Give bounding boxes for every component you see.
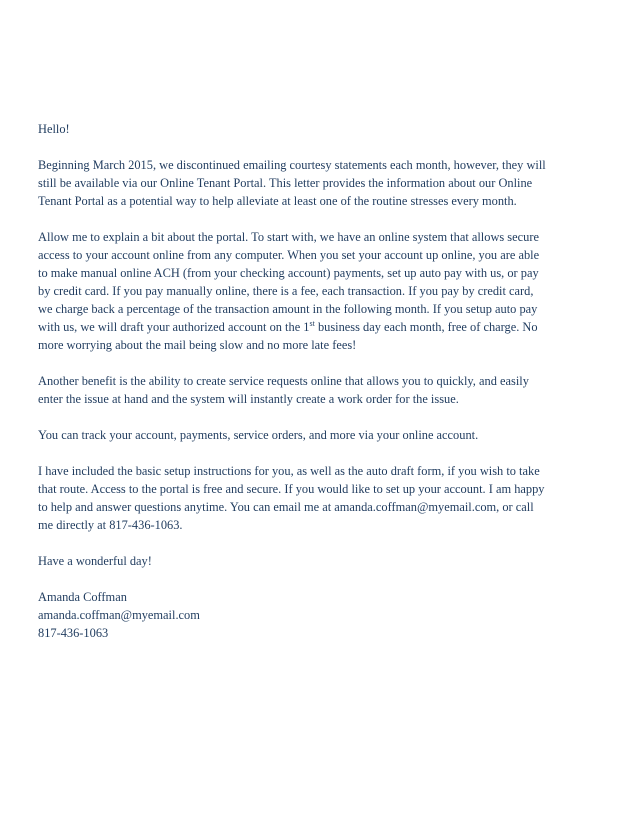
paragraph-5 — [38, 462, 608, 534]
paragraph-2-line: by credit card. If you pay manually online, there is a fee, each transaction. If you pay by credit card, — [38, 284, 534, 298]
paragraph-2-line: more worrying about the mail being slow and no more late fees! — [38, 338, 357, 352]
paragraph-5-line: to help and answer questions anytime. You can email me at amanda.coffman@myemail.com, or call — [38, 500, 534, 514]
paragraph-1-line: Tenant Portal as a potential way to help alleviate at least one of the routine stresses every month. — [38, 194, 517, 208]
paragraph-1 — [38, 156, 608, 210]
paragraph-2-line: to make manual online ACH (from your checking account) payments, set up auto pay with us, or pay — [38, 266, 539, 280]
paragraph-2-line: Allow me to explain a bit about the portal. To start with, we have an online system that allows secure — [38, 230, 539, 244]
closing — [38, 552, 608, 570]
letter-body — [38, 120, 608, 642]
signature-email: amanda.coffman@myemail.com — [38, 608, 200, 622]
greeting-text: Hello! — [38, 122, 70, 136]
paragraph-2-line-6-start: with us, we will draft your authorized account on the 1 — [38, 320, 310, 334]
paragraph-3-line: enter the issue at hand and the system will instantly create a work order for the issue. — [38, 392, 459, 406]
paragraph-5-line: I have included the basic setup instructions for you, as well as the auto draft form, if you wish to take — [38, 464, 540, 478]
paragraph-5-line: that route. Access to the portal is free and secure. If you would like to set up your account. I am happy — [38, 482, 545, 496]
paragraph-2-line: access to your account online from any computer. When you set your account up online, you are able — [38, 248, 540, 262]
paragraph-2-line-6-end: business day each month, free of charge. No — [314, 320, 538, 334]
paragraph-2-line-with-superscript — [38, 318, 608, 336]
paragraph-3 — [38, 372, 608, 408]
paragraph-1-line: Beginning March 2015, we discontinued emailing courtesy statements each month, however, they will — [38, 158, 546, 172]
signature-name: Amanda Coffman — [38, 590, 127, 604]
paragraph-2-line: we charge back a percentage of the transaction amount in the following month. If you setup auto pay — [38, 302, 538, 316]
ordinal-superscript: st — [309, 318, 315, 328]
paragraph-1-line: still be available via our Online Tenant Portal. This letter provides the information about our Online — [38, 176, 533, 190]
paragraph-4-line: You can track your account, payments, service orders, and more via your online account. — [38, 428, 479, 442]
paragraph-3-line: Another benefit is the ability to create service requests online that allows you to quickly, and easily — [38, 374, 529, 388]
signature-phone: 817-436-1063 — [38, 626, 109, 640]
signature-block — [38, 588, 608, 642]
paragraph-4 — [38, 426, 608, 444]
paragraph-2 — [38, 228, 608, 354]
closing-text: Have a wonderful day! — [38, 554, 152, 568]
greeting — [38, 120, 608, 138]
paragraph-5-line: me directly at 817-436-1063. — [38, 518, 183, 532]
